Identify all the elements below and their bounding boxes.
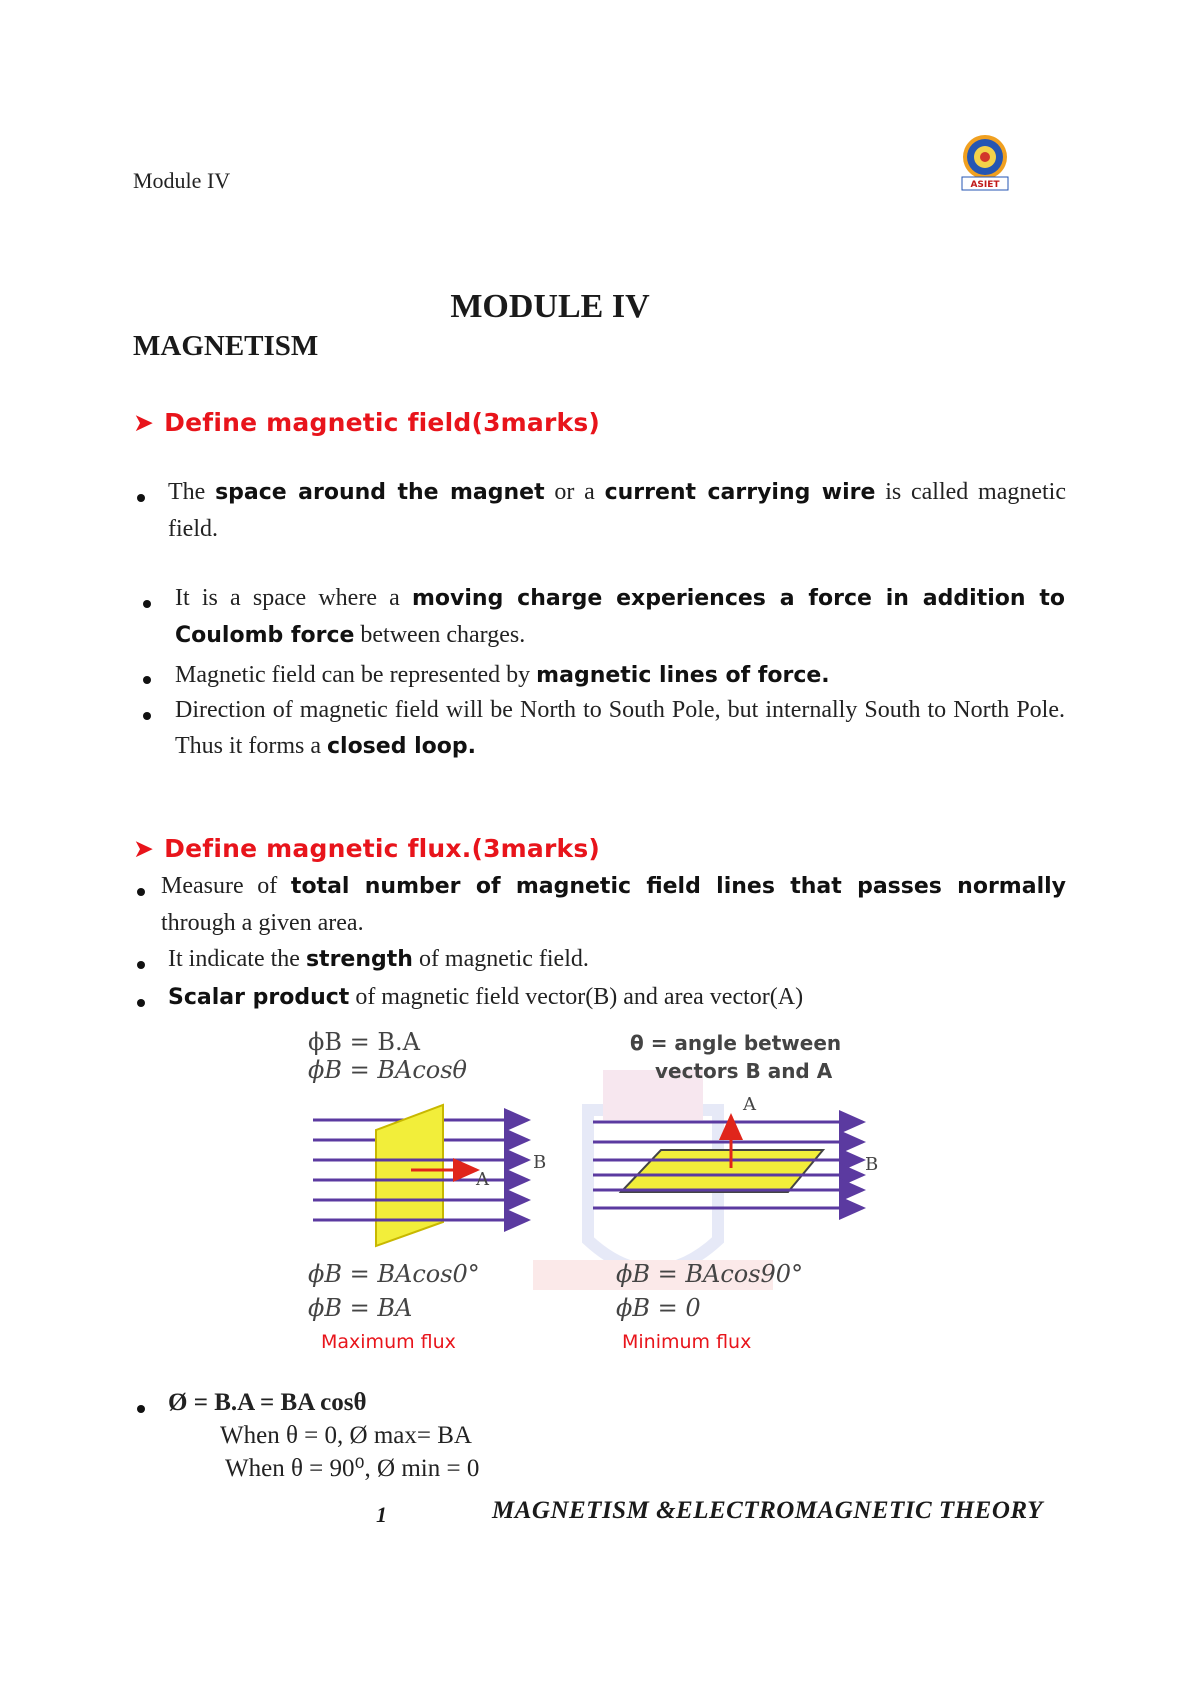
angle-note-line2: vectors B and A xyxy=(655,1059,833,1083)
vector-A-label: A xyxy=(476,1169,489,1190)
area-plate xyxy=(376,1105,443,1246)
area-plate xyxy=(621,1150,823,1192)
bullet-icon xyxy=(137,999,145,1007)
vector-B-label: B xyxy=(865,1154,879,1175)
bullet-icon xyxy=(143,676,151,684)
section1-heading xyxy=(133,408,600,437)
right-equation-2: ϕB = 0 xyxy=(616,1294,701,1322)
formula-line-1: Ø = B.A = BA cosθ xyxy=(168,1389,367,1416)
footer-title: MAGNETISM &ELECTROMAGNETIC THEORY xyxy=(492,1497,1043,1524)
left-equation-2: ϕB = BA xyxy=(308,1294,413,1322)
left-caption: Maximum flux xyxy=(321,1331,456,1350)
arrow-bullet-icon: ➤ xyxy=(133,408,155,437)
left-equation-1: ϕB = BAcos0° xyxy=(308,1260,480,1288)
page-subtitle: MAGNETISM xyxy=(133,330,319,362)
vector-A-label: A xyxy=(743,1094,756,1115)
equation-flux-cos: ϕB = BAcosθ xyxy=(308,1056,467,1084)
bullet-icon xyxy=(137,1405,145,1413)
s1-bullet-2: It is a space where a moving charge experiences a force in addition to Coulomb force between charges. xyxy=(175,585,1065,648)
section2-heading-text: Define magnetic flux.(3marks) xyxy=(164,834,601,863)
right-equation-1: ϕB = BAcos90° xyxy=(616,1260,804,1288)
page-title: MODULE IV xyxy=(450,288,650,325)
bullet-icon xyxy=(137,961,145,969)
bullet-icon xyxy=(137,888,145,896)
equation-flux-dot: ϕB = B.A xyxy=(308,1028,420,1056)
magnetic-flux-figure xyxy=(133,1010,1053,1350)
s2-bullet-2: It indicate the strength of magnetic field. xyxy=(168,946,589,972)
s2-bullet-3: Scalar product of magnetic field vector(B) and area vector(A) xyxy=(168,984,804,1010)
bullet-icon xyxy=(143,712,151,720)
arrow-bullet-icon: ➤ xyxy=(133,834,155,863)
header-module-label: Module IV xyxy=(133,168,231,193)
asiet-logo xyxy=(944,133,1026,193)
s1-bullet-3: Magnetic field can be represented by magnetic lines of force. xyxy=(175,662,830,688)
formula-line-3: When θ = 90⁰, Ø min = 0 xyxy=(225,1455,480,1482)
logo-text: ASIET xyxy=(970,180,1000,190)
page-number: 1 xyxy=(376,1502,387,1527)
right-caption: Minimum flux xyxy=(622,1331,752,1350)
vector-B-label: B xyxy=(533,1152,547,1173)
s1-bullet-1: The space around the magnet or a current carrying wire is called magnetic field. xyxy=(168,479,1066,542)
bullet-icon xyxy=(137,494,145,502)
section2-heading xyxy=(133,834,600,863)
left-diagram xyxy=(313,1105,546,1246)
section1-heading-text: Define magnetic field(3marks) xyxy=(164,408,601,437)
s2-bullet-1: Measure of total number of magnetic field lines that passes normally through a given area. xyxy=(161,873,1066,936)
angle-note-line1: θ = angle between xyxy=(630,1031,842,1055)
formula-line-2: When θ = 0, Ø max= BA xyxy=(220,1422,472,1449)
bullet-icon xyxy=(143,600,151,608)
s1-bullet-4: Direction of magnetic field will be North to South Pole, but internally South to North Pole. Thus it forms a closed loop. xyxy=(175,697,1065,759)
